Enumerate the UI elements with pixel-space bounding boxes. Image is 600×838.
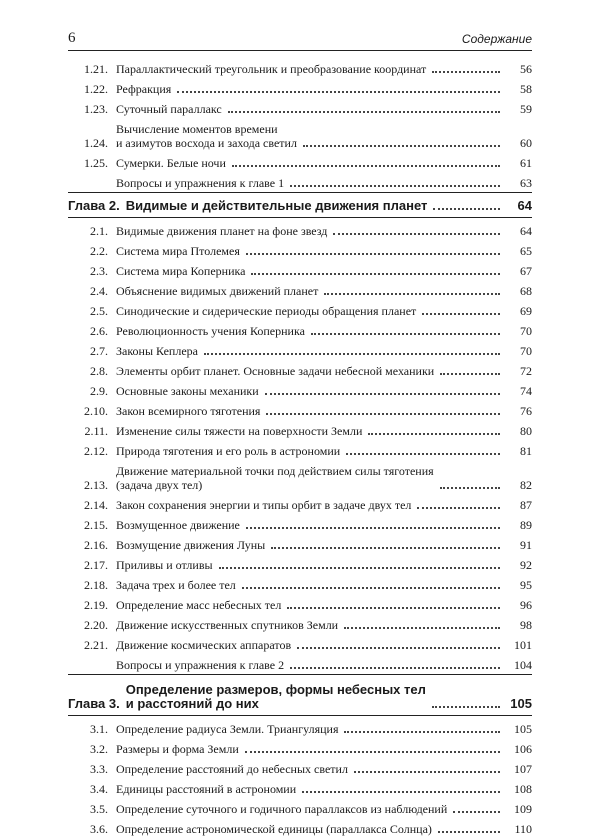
page-ref: 61 [520,156,532,170]
dot-leader [346,453,500,455]
page-ref: 98 [520,618,532,632]
dot-leader [290,667,500,669]
entry-title: Суточный параллакс [116,102,222,116]
entry-number: 2.1. [90,224,108,238]
entry-number: 2.11. [84,424,108,438]
dot-leader [242,587,500,589]
page-ref: 56 [520,62,532,76]
entry-title: Закон всемирного тяготения [116,404,261,418]
entry-title: Рефракция [116,82,172,96]
toc-entry[interactable] [68,718,532,736]
dot-leader [271,547,500,549]
chapter-divider [68,715,532,716]
page-ref: 105 [510,696,532,711]
dot-leader [232,165,500,167]
entry-title: Основные законы механики [116,384,259,398]
page-ref: 65 [520,244,532,258]
entry-number: 1.23. [84,102,108,116]
entry-title: Вопросы и упражнения к главе 1 [116,176,285,190]
chapter-title: Видимые и действительные движения планет [125,198,428,213]
entry-title: Сумерки. Белые ночи [116,156,226,170]
dot-leader [344,627,500,629]
entry-title: Определение суточного и годичного параллаксов из наблюдений [116,802,448,816]
dot-leader [432,706,500,708]
dot-leader [440,487,500,489]
entry-title: Определение расстояний до небесных светил [116,762,348,776]
page-ref: 110 [514,822,532,836]
toc-entry[interactable] [68,514,532,532]
entry-number: 3.4. [90,782,108,796]
page-ref: 68 [520,284,532,298]
chapter-divider [68,192,532,193]
entry-number: 2.13. [84,478,108,492]
dot-leader [251,273,500,275]
dot-leader [204,353,500,355]
dot-leader [422,313,500,315]
dot-leader [333,233,500,235]
page-ref: 108 [514,782,532,796]
toc-entry[interactable] [68,152,532,170]
entry-title: Определение радиуса Земли. Триангуляция [116,722,339,736]
page-ref: 74 [520,384,532,398]
entry-number: 2.15. [84,518,108,532]
dot-leader [177,91,500,93]
toc-entry[interactable] [68,260,532,278]
entry-title: Возмущенное движение [116,518,240,532]
entry-title: Определение масс небесных тел [116,598,282,612]
entry-number: 2.16. [84,538,108,552]
toc-entry[interactable] [68,614,532,632]
dot-leader [245,751,500,753]
dot-leader [368,433,500,435]
entry-number: 2.19. [84,598,108,612]
entry-title: Система мира Птолемея [116,244,240,258]
toc-entry[interactable] [68,818,532,836]
entry-number: 3.5. [90,802,108,816]
toc-entry[interactable] [68,172,532,190]
page-ref: 109 [514,802,532,816]
running-title: Содержание [461,32,532,46]
dot-leader [219,567,500,569]
dot-leader [287,607,500,609]
entry-number: 2.2. [90,244,108,258]
page-ref: 70 [520,344,532,358]
entry-number: 1.22. [84,82,108,96]
dot-leader [311,333,500,335]
toc-entry[interactable] [68,460,532,492]
toc-entry[interactable] [68,440,532,458]
page-ref: 80 [520,424,532,438]
entry-number: 2.8. [90,364,108,378]
entry-number: 1.24. [84,136,108,150]
toc-entry[interactable] [68,220,532,238]
toc-entry[interactable] [68,118,532,150]
toc-entry[interactable] [68,494,532,512]
page-header [68,28,532,51]
dot-leader [324,293,500,295]
toc-entry[interactable] [68,280,532,298]
toc-entry[interactable] [68,420,532,438]
dot-leader [344,731,500,733]
entry-title: Законы Кеплера [116,344,198,358]
toc-chapter-row[interactable] [68,677,532,711]
dot-leader [432,71,500,73]
page-ref: 70 [520,324,532,338]
dot-leader [433,208,500,210]
entry-number: 2.4. [90,284,108,298]
chapter-title: Определение размеров, формы небесных тел и расстояний до них [125,682,426,711]
dot-leader [453,811,500,813]
entry-number: 3.3. [90,762,108,776]
entry-number: 2.10. [84,404,108,418]
page-ref: 64 [520,224,532,238]
entry-number: 2.14. [84,498,108,512]
entry-number: 3.2. [90,742,108,756]
page-ref: 95 [520,578,532,592]
toc-entry[interactable] [68,400,532,418]
toc-entry[interactable] [68,320,532,338]
chapter-divider [68,674,532,675]
entry-number: 2.6. [90,324,108,338]
page-ref: 82 [520,478,532,492]
entry-number: 1.21. [84,62,108,76]
toc-entry[interactable] [68,78,532,96]
page-number: 6 [68,30,76,46]
entry-number: 2.20. [84,618,108,632]
toc-entry[interactable] [68,300,532,318]
entry-number: 2.7. [90,344,108,358]
chapter-divider [68,217,532,218]
toc-entry[interactable] [68,360,532,378]
toc-entry[interactable] [68,778,532,796]
entry-title: Элементы орбит планет. Основные задачи небесной механики [116,364,435,378]
dot-leader [438,831,500,833]
page-ref: 58 [520,82,532,96]
dot-leader [228,111,500,113]
entry-number: 2.5. [90,304,108,318]
toc-entry[interactable] [68,58,532,76]
page-ref: 60 [520,136,532,150]
chapter-label: Глава 2. [68,198,120,213]
toc-entry[interactable] [68,798,532,816]
page-ref: 59 [520,102,532,116]
chapter-label: Глава 3. [68,696,120,711]
entry-title: Закон сохранения энергии и типы орбит в задаче двух тел [116,498,412,512]
page-ref: 89 [520,518,532,532]
toc-entry[interactable] [68,654,532,672]
page-ref: 104 [514,658,532,672]
entry-title: Единицы расстояний в астрономии [116,782,297,796]
page-ref: 76 [520,404,532,418]
dot-leader [297,647,500,649]
entry-title: Размеры и форма Земли [116,742,239,756]
dot-leader [265,393,500,395]
entry-title: Параллактический треугольник и преобразование координат [116,62,427,76]
entry-title: Возмущение движения Луны [116,538,266,552]
entry-number: 2.9. [90,384,108,398]
entry-title: Синодические и сидерические периоды обращения планет [116,304,417,318]
entry-title: Объяснение видимых движений планет [116,284,319,298]
toc-entry[interactable] [68,240,532,258]
entry-title: Задача трех и более тел [116,578,236,592]
toc-entry[interactable] [68,758,532,776]
table-of-contents [68,58,532,838]
page-ref: 105 [514,722,532,736]
dot-leader [303,145,500,147]
page-ref: 64 [517,198,532,213]
toc-entry[interactable] [68,380,532,398]
dot-leader [246,253,500,255]
entry-title: Движение материальной точки под действием силы тяготения (задача двух тел) [116,464,434,492]
entry-title: Видимые движения планет на фоне звезд [116,224,328,238]
dot-leader [302,791,500,793]
entry-title: Изменение силы тяжести на поверхности Земли [116,424,363,438]
entry-number: 2.21. [84,638,108,652]
entry-title: Система мира Коперника [116,264,246,278]
page-ref: 96 [520,598,532,612]
dot-leader [290,185,500,187]
dot-leader [266,413,500,415]
page-ref: 72 [520,364,532,378]
toc-entry[interactable] [68,98,532,116]
entry-number: 2.17. [84,558,108,572]
dot-leader [417,507,500,509]
page-ref: 101 [514,638,532,652]
toc-entry[interactable] [68,534,532,552]
page-ref: 106 [514,742,532,756]
toc-entry[interactable] [68,738,532,756]
entry-number: 2.12. [84,444,108,458]
page-ref: 92 [520,558,532,572]
dot-leader [440,373,500,375]
entry-title: Революционность учения Коперника [116,324,305,338]
entry-number: 1.25. [84,156,108,170]
dot-leader [246,527,500,529]
entry-title: Вычисление моментов времени и азимутов восхода и захода светил [116,122,297,150]
entry-number: 2.3. [90,264,108,278]
entry-title: Вопросы и упражнения к главе 2 [116,658,285,672]
page-ref: 91 [520,538,532,552]
page-ref: 87 [520,498,532,512]
entry-title: Движение искусственных спутников Земли [116,618,339,632]
toc-entry[interactable] [68,594,532,612]
dot-leader [354,771,500,773]
page-ref: 107 [514,762,532,776]
toc-entry[interactable] [68,574,532,592]
entry-title: Природа тяготения и его роль в астрономии [116,444,341,458]
page-ref: 69 [520,304,532,318]
toc-entry[interactable] [68,340,532,358]
page-ref: 63 [520,176,532,190]
entry-number: 3.6. [90,822,108,836]
entry-title: Движение космических аппаратов [116,638,292,652]
entry-number: 2.18. [84,578,108,592]
entry-title: Определение астрономической единицы (параллакса Солнца) [116,822,432,836]
toc-entry[interactable] [68,554,532,572]
toc-chapter-row[interactable] [68,195,532,213]
entry-number: 3.1. [90,722,108,736]
page-ref: 67 [520,264,532,278]
entry-title: Приливы и отливы [116,558,213,572]
page-ref: 81 [520,444,532,458]
toc-entry[interactable] [68,634,532,652]
